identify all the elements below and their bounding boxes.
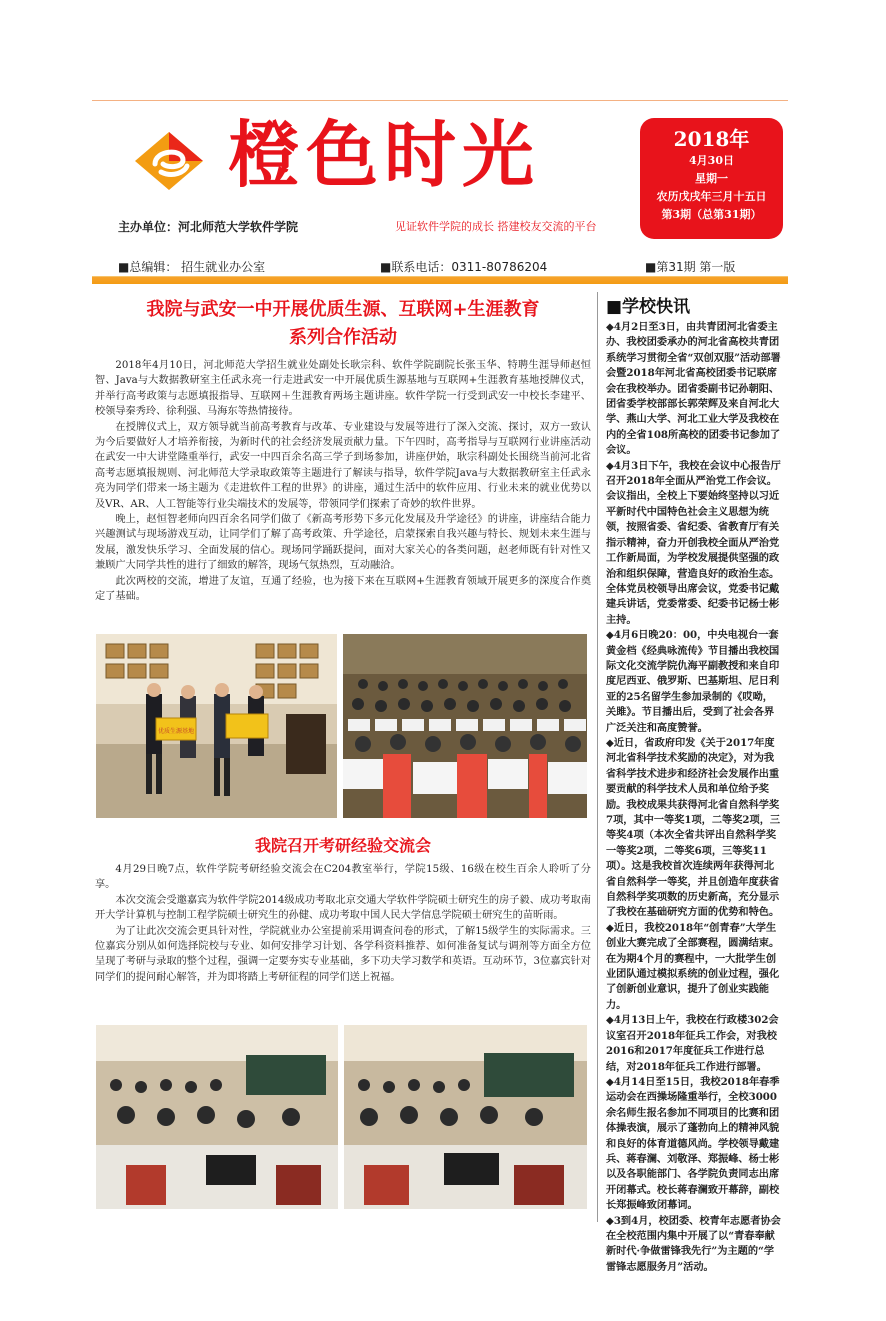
article2-paragraph: 4月29日晚7点，软件学院考研经验交流会在C204教室举行，学院15级、16级在校生百余人聆听了分享。	[95, 864, 591, 891]
slogan: 见证软件学院的成长 搭建校友交流的平台	[395, 220, 597, 233]
photo-lecture-hall	[343, 634, 587, 818]
article1-body	[95, 358, 591, 605]
newspaper-title: 橙色时光	[228, 112, 541, 197]
article1-paragraph: 在授牌仪式上，双方领导就当前高考教育与改革、专业建设与发展等进行了深入交流、探讨，双方一致认为今后要做好人才培养衔接，为新时代的社会经济发展贡献力量。下午四时，高考指导与互联网行业讲座活动在武安一中大讲堂隆重举行，武安一中四百余名高三学子到场参加，讲座伊始，耿宗科副处长围绕当前河北省高考志愿填报规则、河北师范大学录取政策等主题进行了解读与指导，软件学院Java与大数据教研室主任武永亮为同学们带来一场主题为《走进软件工程的世界》的讲座，通过生活中的软件应用、行业未来的就业优势以及VR、AR、人工智能等行业尖端技术的发展等，带领同学们探索了奇妙的软件世界。	[95, 421, 591, 510]
issue-number: 第3期（总第31期）	[661, 208, 762, 221]
column-divider	[597, 292, 598, 1222]
school-news-sidebar	[606, 320, 782, 1275]
news-item: ◆4月2日至3日，由共青团河北省委主办、我校团委承办的河北省高校共青团系统学习贯彻全省“双创双服”活动部署会暨2018年河北省高校团委书记联席会在我校举办。团省委副书记孙朝阳、团省委学校部部长郭荣辉及来自河北大学、燕山大学、河北工业大学及我校在内的全省108所高校的团委书记参加了会议。	[606, 321, 781, 457]
article1-paragraph: 晚上，赵恒智老师向四百余名同学们做了《新高考形势下多元化发展及升学途径》的讲座，讲座结合能力兴趣测试与现场游戏互动，让同学们了解了高考政策、升学途径，启蒙探索自我兴趣与特长、规划未来生涯与发展，激发快乐学习、全面发展的信心。现场同学踊跃提问，面对大家关心的各类问题，赵老师既有针对性又兼顾广大同学共性的进行了细致的解答，现场气氛热烈，互动融洽。	[95, 514, 591, 572]
article1-title-line2: 系列合作活动	[289, 327, 397, 348]
news-item: ◆4月13日上午，我校在行政楼302会议室召开2018年征兵工作会，对我校2016和2017年度征兵工作进行总结，对2018年征兵工作进行部署。	[606, 1014, 779, 1073]
article1-headline	[95, 296, 591, 352]
photo-plaque-ceremony	[96, 634, 337, 818]
info-bar	[92, 256, 788, 276]
article1-title-line1: 我院与武安一中开展优质生源、互联网+生涯教育	[146, 299, 540, 320]
article1-paragraph: 2018年4月10日，河北师范大学招生就业处副处长耿宗科、软件学院副院长张玉华、特聘生涯导师赵恒智、Java与大数据教研室主任武永亮一行走进武安一中开展优质生源基地与互联网+生涯教育基地授牌仪式，并举行高考政策与志愿填报指导、互联网＋生涯教育两场主题讲座。软件学院一行受到武安一中校长李建平、校领导秦秀玲、徐利强、马海东等热情接待。	[95, 360, 591, 418]
news-item: ◆近日，省政府印发《关于2017年度河北省科学技术奖励的决定》，对为我省科学技术进步和经济社会发展作出重要贡献的科学技术人员和单位给予奖励。我校成果共获得河北省自然科学奖7项，其中一等奖1项，二等奖2项，三等奖4项（本次全省共评出自然科学奖一等奖2项，二等奖6项，三等奖11项）。这是我校首次连续两年获得河北省自然科学一等奖，并且创造年度获省自然科学奖项数的历史新高，充分显示了我校在基础研究方面的优势和特色。	[606, 736, 781, 919]
article2-body	[95, 862, 591, 985]
edition-info: ■第31期 第一版	[645, 260, 736, 274]
brand-logo-icon	[133, 130, 205, 192]
host-organization: 主办单位：河北师范大学软件学院	[118, 220, 299, 234]
article2-paragraph: 本次交流会受邀嘉宾为软件学院2014级成功考取北京交通大学软件学院硕士研究生的房子毅、成功考取南开大学计算机与控制工程学院硕士研究生的孙健、成功考取中国人民大学信息学院硕士研究生的苗昕雨。	[95, 894, 591, 922]
news-item: ◆3到4月，校团委、校青年志愿者协会在全校范围内集中开展了以“青春奉献新时代·争做雷锋我先行”为主题的“学雷锋志愿服务月”活动。	[606, 1214, 781, 1273]
article2-headline: 我院召开考研经验交流会	[254, 836, 431, 855]
date-day: 4月30日	[689, 154, 734, 167]
photo-classroom-left	[96, 1025, 338, 1209]
date-box	[640, 118, 783, 239]
article2-paragraph: 为了让此次交流会更具针对性，学院就业办公室提前采用调查问卷的形式，了解15级学生的实际需求。三位嘉宾分别从如何选择院校与专业、如何安排学习计划、各学科资料推荐、如何准备复试与调剂等方面全方位呈现了考研与录取的整个过程，强调一定要夯实专业基础，多下功夫学习数学和英语。互动环节，3位嘉宾针对同学们的提问耐心解答，并为即将踏上考研征程的同学们送上祝福。	[95, 925, 591, 983]
sidebar-heading: ■学校快讯	[606, 297, 691, 317]
news-item: ◆4月3日下午，我校在会议中心报告厅召开2018年全面从严治党工作会议。会议指出，全校上下要始终坚持以习近平新时代中国特色社会主义思想为统领，按照省委、省纪委、省教育厅有关指示精神，奋力开创我校全面从严治党工作新局面，为学校发展提供坚强的政治和组织保障，营造良好的政治生态。全体党员校领导出席会议，党委书记戴建兵讲话，党委常委、纪委书记杨士彬主持。	[606, 459, 781, 626]
date-weekday: 星期一	[695, 172, 728, 185]
news-item: ◆近日，我校2018年“创青春”大学生创业大赛完成了全部赛程，圆满结束。在为期4个月的赛程中，一大批学生创业团队通过模拟系统的创业过程，强化了创新创业意识，提升了创业实践能力。	[606, 921, 780, 1011]
header-divider	[92, 276, 788, 284]
date-year: 2018年	[673, 127, 750, 151]
news-item: ◆4月14日至15日，我校2018年春季运动会在西操场隆重举行，全校3000余名师生报名参加不同项目的比赛和团体操表演，展示了蓬勃向上的精神风貌和良好的体育道德风尚。学校领导戴建兵、蒋春澜、刘敬泽、郑振峰、杨士彬以及各职能部门、各学院负责同志出席开闭幕式。校长蒋春澜致开幕辞，副校长郑振峰致闭幕词。	[606, 1075, 780, 1212]
date-lunar: 农历戊戌年三月十五日	[656, 190, 767, 203]
article1-paragraph: 此次两校的交流，增进了友谊，互通了经验，也为接下来在互联网+生涯教育领域开展更多的深度合作奠定了基础。	[95, 575, 591, 603]
editor-info: ■总编辑： 招生就业办公室	[118, 260, 266, 274]
plaque-text: 优质生源基地	[157, 728, 195, 735]
news-item: ◆4月6日晚20：00，中央电视台一套黄金档《经典咏流传》节目播出我校国际文化交流学院仇海平副教授和来自印度尼西亚、俄罗斯、巴基斯坦、尼日利亚的25名留学生参加录制的《哎呦，关雎》。节目播出后，受到了社会各界广泛关注和高度赞誉。	[606, 629, 780, 734]
photo-classroom-right	[344, 1025, 587, 1209]
phone-info: ■联系电话：0311-80786204	[380, 260, 548, 274]
